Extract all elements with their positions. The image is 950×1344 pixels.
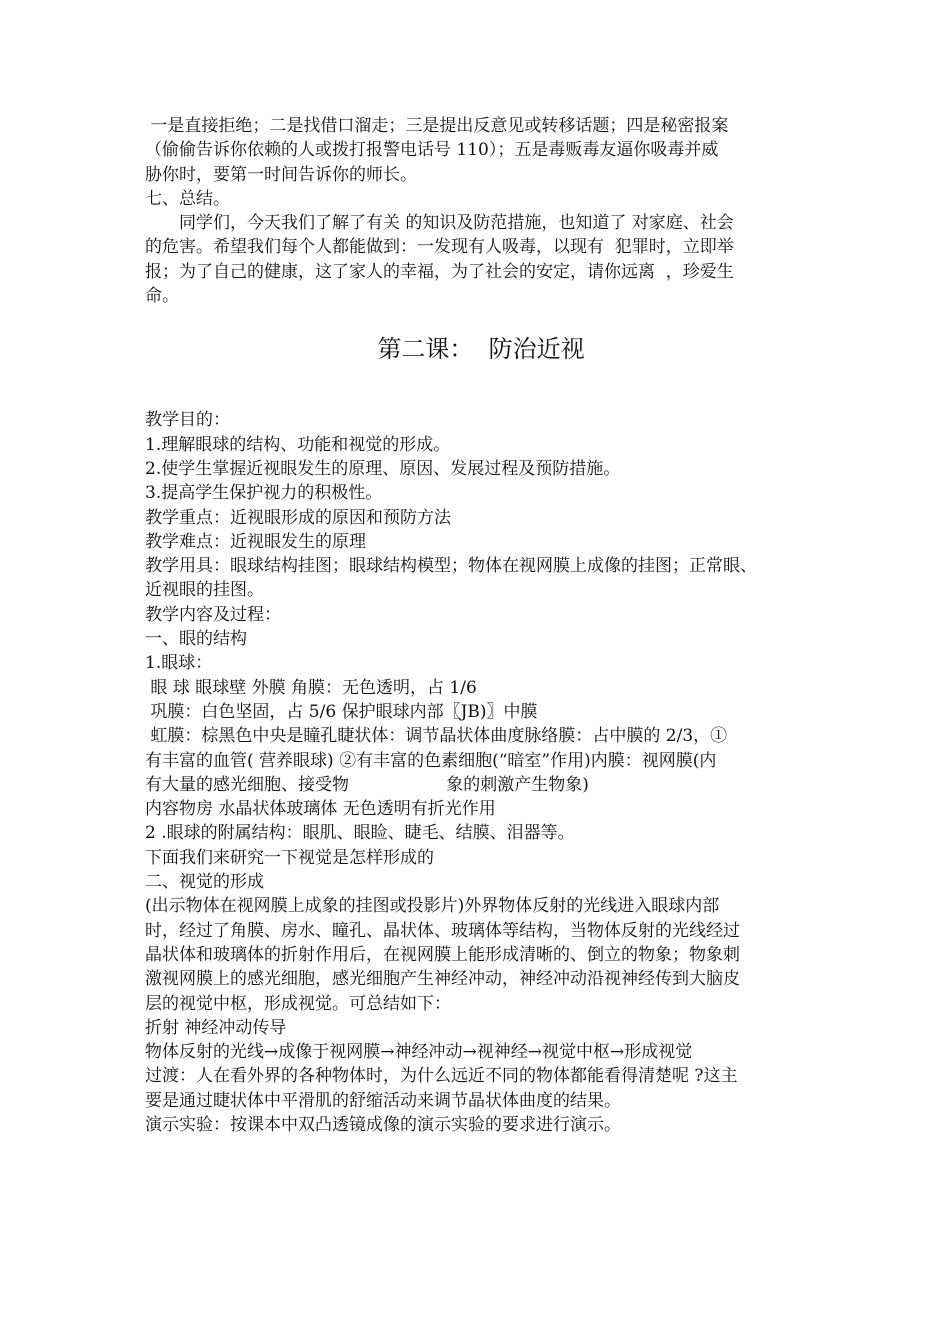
tools-line: 近视眼的挂图。 [145, 580, 264, 601]
document-body [145, 114, 817, 1137]
text-line: 折射 神经冲动传导 [145, 1017, 287, 1038]
text-line: （偷偷告诉你依赖的人或拨打报警电话号 110）；五是毒贩毒友逼你吸毒并威 [145, 140, 719, 161]
section-heading: 一、眼的结构 [145, 629, 247, 650]
text-line: 命。 [145, 286, 179, 307]
text-line: 下面我们来研究一下视觉是怎样形成的 [145, 847, 434, 868]
text-line: (出示物体在视网膜上成象的挂图或投影片)外界物体反射的光线进入眼球内部 [145, 896, 720, 917]
myopia-lesson-section [145, 408, 817, 1137]
objective-item: 3.提高学生保护视力的积极性。 [145, 483, 383, 504]
text-line: 过渡：人在看外界的各种物体时，为什么远近不同的物体都能看得清楚呢 ?这主 [145, 1066, 738, 1087]
flow-line: 物体反射的光线→成像于视网膜→神经冲动→视神经→视觉中枢→形成视觉 [145, 1042, 693, 1063]
text-line: 层的视觉中枢，形成视觉。可总结如下： [145, 993, 451, 1014]
objective-item: 2.使学生掌握近视眼发生的原理、原因、发展过程及预防措施。 [145, 458, 621, 479]
text-line: 巩膜：白色坚固，占 5/6 保护眼球内部〖JB)〗中膜 [145, 701, 538, 722]
text-line: 晶状体和玻璃体的折射作用后，在视网膜上能形成清晰的、倒立的物象；物象刺 [145, 944, 740, 965]
text-line: 要是通过睫状体中平滑肌的舒缩活动来调节晶状体曲度的结果。 [145, 1090, 621, 1111]
text-line: 报；为了自己的健康，这了家人的幸福，为了社会的安定，请你远离 ，珍爱生 [145, 261, 734, 282]
text-line: 激视网膜上的感光细胞，感光细胞产生神经冲动，神经冲动沿视神经传到大脑皮 [145, 969, 740, 990]
tools-line: 教学用具：眼球结构挂图；眼球结构模型；物体在视网膜上成像的挂图；正常眼、 [145, 556, 757, 577]
difficulty-line: 教学难点：近视眼发生的原理 [145, 531, 366, 552]
text-line: 演示实验：按课本中双凸透镜成像的演示实验的要求进行演示。 [145, 1114, 621, 1135]
lesson-title: 第二课： 防治近视 [377, 335, 585, 364]
text-line: 虹膜：棕黑色中央是瞳孔睫状体：调节晶状体曲度脉络膜：占中膜的 2/3，① [145, 726, 728, 747]
spacer [145, 308, 817, 332]
text-line: 的危害。希望我们每个人都能做到：一发现有人吸毒，以现有 犯罪时，立即举 [145, 237, 734, 258]
text-line: 2 .眼球的附属结构：眼肌、眼睑、睫毛、结膜、泪器等。 [145, 823, 575, 844]
anti-drug-section [145, 114, 817, 308]
text-line: 同学们，今天我们了解了有关 的知识及防范措施，也知道了 对家庭、社会 [145, 213, 734, 234]
text-line: 胁你时，要第一时间告诉你的师长。 [145, 164, 417, 185]
spacer [145, 366, 817, 408]
key-point-line: 教学重点：近视眼形成的原因和预防方法 [145, 507, 451, 528]
section-heading: 二、视觉的形成 [145, 872, 264, 893]
label-line: 教学内容及过程： [145, 604, 281, 625]
text-line: 有大量的感光细胞、接受物 象的刺激产生物象) [145, 774, 589, 795]
subsection-heading: 1.眼球： [145, 653, 213, 674]
text-line: 一是直接拒绝；二是找借口溜走；三是提出反意见或转移话题；四是秘密报案 [145, 116, 729, 136]
section-heading: 七、总结。 [145, 188, 230, 209]
text-line: 时，经过了角膜、房水、瞳孔、晶状体、玻璃体等结构，当物体反射的光线经过 [145, 920, 740, 941]
text-line: 内容物房 水晶状体玻璃体 无色透明有折光作用 [145, 799, 496, 820]
text-line: 有丰富的血管( 营养眼球) ②有丰富的色素细胞(“暗室”作用)内膜：视网膜(内 [145, 750, 717, 771]
text-line: 眼 球 眼球壁 外膜 角膜：无色透明，占 1/6 [145, 677, 477, 698]
objective-item: 1.理解眼球的结构、功能和视觉的形成。 [145, 434, 451, 455]
label-line: 教学目的： [145, 410, 230, 431]
